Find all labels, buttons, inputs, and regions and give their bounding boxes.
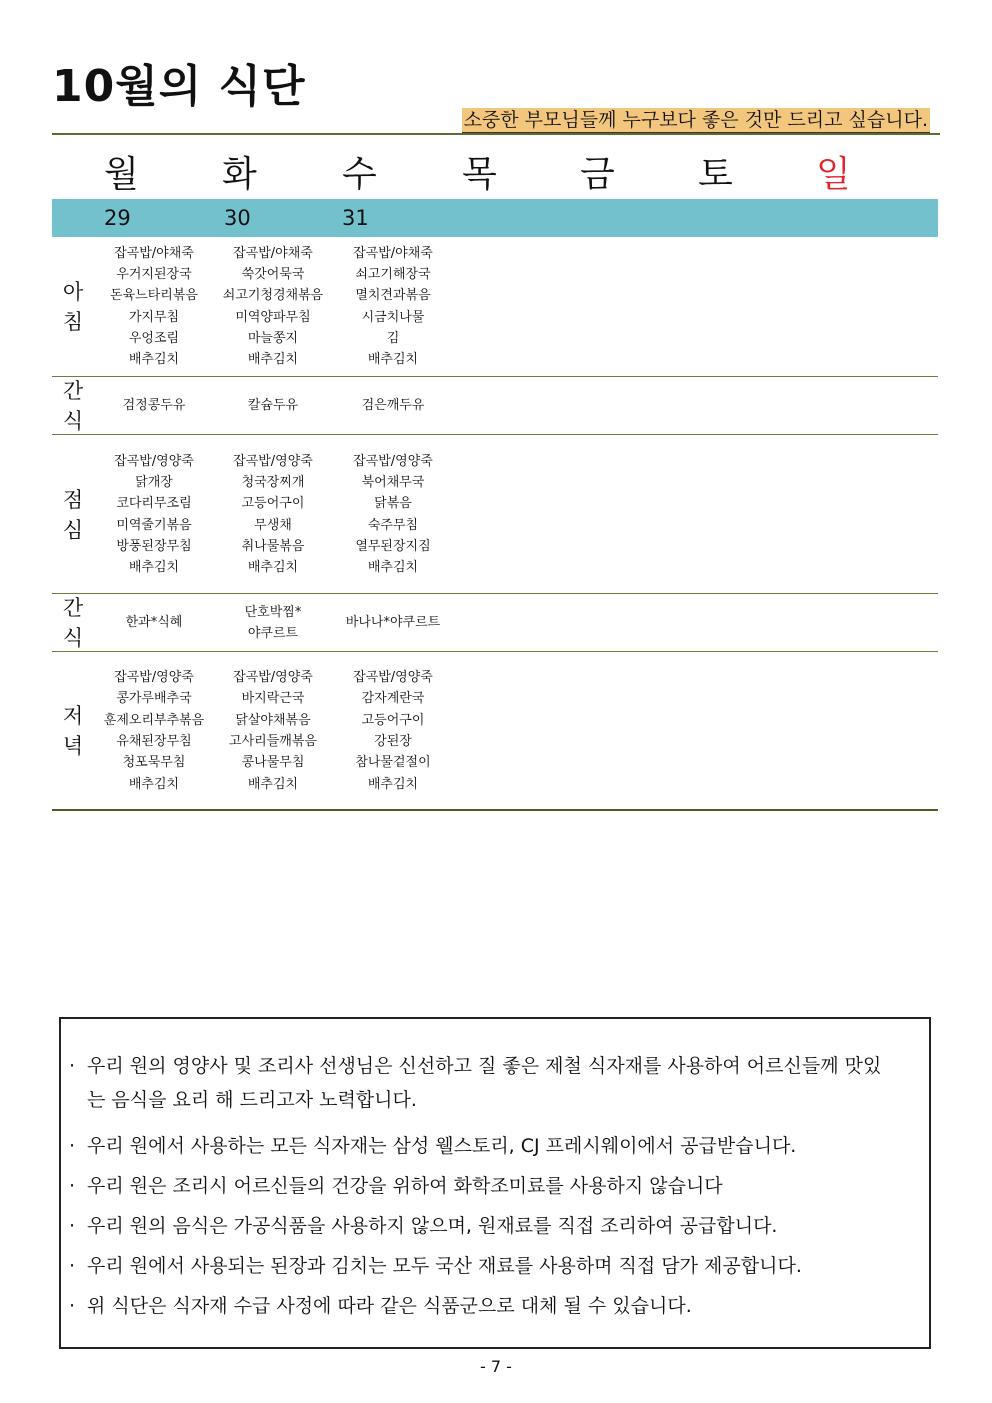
meal-row-lunch	[52, 436, 938, 594]
date-wed: 31	[342, 206, 369, 230]
day-sun: 일	[816, 154, 851, 195]
notice-item	[69, 1049, 921, 1117]
menu-item: 바나나*야쿠르트	[345, 615, 441, 631]
menu-item: 닭볶음	[374, 496, 412, 512]
menu-item: 배추김치	[247, 352, 299, 368]
meal-label-dinner	[52, 653, 94, 809]
meal-row-dinner	[52, 653, 938, 811]
notice-text: 위 식단은 식자재 수급 사정에 따라 같은 식품군으로 대체 될 수 있습니다.	[87, 1295, 692, 1317]
bullet: ·	[69, 1215, 76, 1237]
meal-row-morning-snack	[52, 378, 938, 435]
menu-item: 야쿠르트	[247, 626, 299, 641]
menu-item: 고사리들깨볶음	[229, 734, 317, 749]
menu-item: 청국장찌개	[241, 474, 305, 490]
menu-cell-afternoon-snack-0	[94, 595, 214, 651]
notice-text: 우리 원에서 사용되는 된장과 김치는 모두 국산 재료를 사용하며 직접 담가 제공합니다.	[87, 1255, 802, 1277]
menu-item: 배추김치	[247, 776, 299, 792]
menu-item: 배추김치	[367, 352, 419, 368]
day-fri: 금	[580, 154, 615, 195]
menu-item: 잡곡밥/영양죽	[233, 453, 313, 469]
meal-label-morning-snack	[52, 378, 94, 434]
menu-item: 유채된장무침	[116, 734, 192, 749]
bullet: ·	[69, 1295, 76, 1317]
menu-cell-lunch-2	[333, 436, 453, 593]
menu-item: 취나물볶음	[241, 538, 305, 554]
menu-item: 숙주무침	[367, 517, 419, 533]
day-tue: 화	[222, 154, 257, 195]
menu-item: 검은깨두유	[361, 398, 425, 414]
menu-item: 배추김치	[128, 560, 180, 576]
menu-cell-morning-snack-2	[333, 378, 453, 434]
menu-item: 무생채	[254, 517, 292, 533]
menu-cell-breakfast-0	[94, 237, 214, 376]
menu-item: 참나물겉절이	[355, 755, 431, 771]
menu-item: 닭살야채볶음	[235, 712, 311, 728]
menu-item: 쇠고기해장국	[355, 266, 431, 282]
menu-item: 미역양파무침	[235, 309, 311, 325]
notice-text: 우리 원에서 사용하는 모든 식자재는 삼성 웰스토리, CJ 프레시웨이에서 공급받습니다.	[87, 1135, 797, 1157]
menu-item: 잡곡밥/영양죽	[114, 453, 194, 469]
meal-label-char: 식	[62, 409, 84, 433]
meal-label-breakfast	[52, 237, 94, 376]
menu-item: 훈제오리부추볶음	[103, 712, 205, 728]
bullet: ·	[69, 1135, 76, 1157]
menu-cell-morning-snack-0	[94, 378, 214, 434]
menu-item: 고등어구이	[361, 712, 425, 728]
menu-item: 잡곡밥/영양죽	[353, 670, 433, 686]
meal-label-char: 침	[62, 309, 84, 334]
menu-item: 바지락근국	[241, 691, 305, 707]
menu-cell-lunch-1	[213, 436, 333, 593]
menu-cell-dinner-1	[213, 653, 333, 809]
date-tue: 30	[224, 206, 251, 230]
meal-label-char: 저	[62, 704, 84, 728]
menu-item: 잡곡밥/야채죽	[233, 245, 313, 261]
menu-item: 배추김치	[247, 560, 299, 576]
meal-label-char: 간	[62, 379, 84, 403]
menu-item: 우엉조림	[128, 330, 180, 346]
notice-item	[69, 1169, 921, 1203]
menu-item: 감자계란국	[361, 691, 425, 707]
menu-item: 김	[386, 330, 400, 346]
menu-item: 마늘쫑지	[247, 330, 299, 346]
menu-item: 배추김치	[128, 352, 180, 368]
menu-item: 청포묵무침	[122, 755, 186, 771]
menu-item: 잡곡밥/영양죽	[114, 670, 194, 686]
menu-item: 배추김치	[367, 776, 419, 792]
notice-item	[69, 1209, 921, 1243]
menu-item: 시금치나물	[361, 309, 425, 325]
menu-item: 단호박찜*	[244, 604, 302, 620]
notice-text: 우리 원의 음식은 가공식품을 사용하지 않으며, 원재료를 직접 조리하여 공급합니다.	[87, 1215, 778, 1237]
menu-item: 미역줄기볶음	[116, 517, 192, 533]
menu-item: 쇠고기청경채볶음	[222, 288, 324, 304]
menu-item: 코다리무조림	[116, 496, 192, 512]
menu-item: 잡곡밥/야채죽	[353, 245, 433, 261]
menu-item: 잡곡밥/영양죽	[353, 453, 433, 469]
menu-item: 우거지된장국	[116, 266, 192, 282]
meal-label-afternoon-snack	[52, 595, 94, 651]
menu-item: 잡곡밥/영양죽	[233, 670, 313, 686]
menu-cell-morning-snack-1	[213, 378, 333, 434]
menu-item: 열무된장지짐	[355, 538, 431, 554]
page-number: - 7 -	[480, 1357, 512, 1376]
menu-item: 닭개장	[135, 474, 173, 490]
notice-item	[69, 1129, 921, 1163]
bullet: ·	[69, 1055, 76, 1077]
date-mon: 29	[104, 206, 131, 230]
meal-label-lunch	[52, 436, 94, 593]
meal-label-char: 식	[62, 626, 84, 650]
day-thu: 목	[462, 154, 497, 195]
menu-cell-afternoon-snack-1	[213, 595, 333, 651]
menu-cell-lunch-0	[94, 436, 214, 593]
meal-label-char: 녁	[62, 734, 84, 758]
menu-item: 검정콩두유	[122, 398, 186, 414]
weekday-header	[52, 152, 938, 198]
notice-item	[69, 1249, 921, 1283]
day-mon: 월	[104, 154, 139, 195]
meal-row-breakfast	[52, 237, 938, 377]
menu-item: 콩가루배추국	[116, 691, 192, 707]
meal-row-afternoon-snack	[52, 595, 938, 652]
menu-item: 칼슘두유	[247, 398, 299, 414]
menu-cell-breakfast-2	[333, 237, 453, 376]
menu-item: 강된장	[374, 734, 412, 749]
menu-item: 잡곡밥/야채죽	[114, 245, 194, 261]
bullet: ·	[69, 1175, 76, 1197]
menu-item: 배추김치	[128, 776, 180, 792]
menu-item: 한과*식혜	[125, 615, 183, 631]
notice-item	[69, 1289, 921, 1323]
menu-cell-dinner-0	[94, 653, 214, 809]
day-wed: 수	[342, 154, 377, 195]
day-sat: 토	[698, 154, 733, 195]
menu-item: 방풍된장무침	[116, 538, 192, 554]
meal-label-char: 점	[62, 487, 84, 512]
page-title: 10월의 식단	[52, 61, 306, 112]
menu-cell-breakfast-1	[213, 237, 333, 376]
menu-item: 돈육느타리볶음	[110, 288, 198, 304]
date-bar	[52, 199, 938, 237]
menu-cell-afternoon-snack-2	[333, 595, 453, 651]
slogan: 소중한 부모님들께 누구보다 좋은 것만 드리고 싶습니다.	[463, 109, 928, 131]
menu-cell-dinner-2	[333, 653, 453, 809]
bullet: ·	[69, 1255, 76, 1277]
menu-item: 쑥갓어묵국	[241, 266, 305, 282]
notice-text: 는 음식을 요리 해 드리고자 노력합니다.	[87, 1089, 417, 1111]
menu-item: 콩나물무침	[241, 755, 305, 771]
meal-label-char: 간	[62, 596, 84, 620]
meal-label-char: 심	[62, 517, 84, 542]
title-divider	[52, 133, 940, 135]
menu-item: 고등어구이	[241, 496, 305, 512]
notice-text: 우리 원의 영양사 및 조리사 선생님은 신선하고 질 좋은 제철 식자재를 사용하여 어르신들께 맛있	[87, 1055, 882, 1077]
menu-item: 가지무침	[128, 309, 180, 325]
meal-label-char: 아	[62, 279, 84, 304]
notice-text: 우리 원은 조리시 어르신들의 건강을 위하여 화학조미료를 사용하지 않습니다	[87, 1175, 723, 1197]
notice-box	[59, 1017, 931, 1349]
menu-item: 멸치견과볶음	[355, 288, 431, 304]
menu-item: 배추김치	[367, 560, 419, 576]
menu-item: 북어채무국	[361, 474, 425, 490]
